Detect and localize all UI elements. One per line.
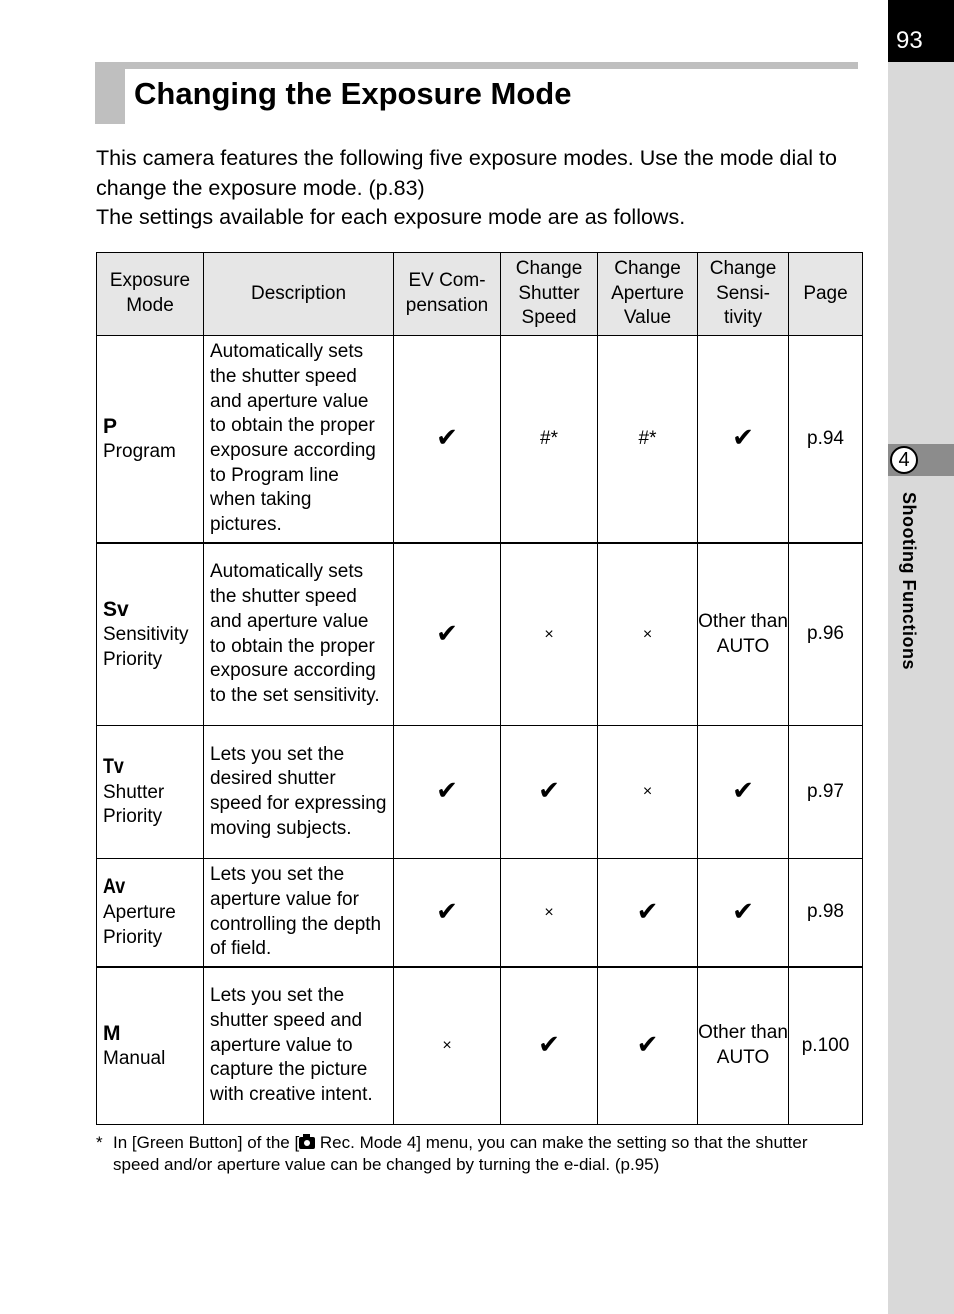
table-header-row <box>97 253 863 336</box>
table-row <box>97 336 863 544</box>
header-shutter-speed: Change Shutter Speed <box>501 253 598 336</box>
check-icon: ✔ <box>436 422 458 453</box>
footnote <box>96 1132 856 1176</box>
page-number: 93 <box>896 27 923 54</box>
ev-cell <box>394 543 501 726</box>
exposure-mode-table <box>96 252 863 1125</box>
sensitivity-cell <box>698 336 789 544</box>
table-row <box>97 859 863 968</box>
check-icon: ✔ <box>436 895 458 926</box>
mode-symbol-av: Av <box>103 875 126 899</box>
cross-icon: × <box>642 625 653 643</box>
footnote-text-end: Rec. Mode 4] menu, you can make the setting so that the shutter speed and/or aperture value can be changed by turning the e-dial. (p.95) <box>113 1133 808 1174</box>
check-icon: ✔ <box>436 617 458 648</box>
page-cell: p.94 <box>789 336 863 544</box>
shutter-cell <box>501 859 598 968</box>
page-cell: p.96 <box>789 543 863 726</box>
check-icon: ✔ <box>538 775 560 806</box>
footnote-text-start: In [Green Button] of the [ <box>113 1133 300 1152</box>
intro-text <box>96 144 866 233</box>
check-icon: ✔ <box>538 1029 560 1060</box>
check-icon: ✔ <box>732 422 754 453</box>
header-aperture-value: Change Aperture Value <box>598 253 698 336</box>
mode-cell <box>97 726 204 859</box>
footnote-mark: * <box>96 1133 103 1152</box>
title-bar <box>95 62 858 69</box>
shutter-cell <box>501 543 598 726</box>
aperture-cell <box>598 726 698 859</box>
aperture-cell <box>598 859 698 968</box>
shutter-cell <box>501 967 598 1125</box>
aperture-cell <box>598 543 698 726</box>
page-cell: p.97 <box>789 726 863 859</box>
ev-cell <box>394 336 501 544</box>
ev-cell <box>394 967 501 1125</box>
cross-icon: × <box>642 783 653 801</box>
mode-cell <box>97 336 204 544</box>
check-icon: ✔ <box>732 775 754 806</box>
table-row <box>97 726 863 859</box>
mode-symbol-m: M <box>103 1021 121 1045</box>
page-title: Changing the Exposure Mode <box>134 76 572 111</box>
header-page: Page <box>789 253 863 336</box>
mode-cell <box>97 543 204 726</box>
sensitivity-cell <box>698 726 789 859</box>
description-cell: Lets you set the desired shutter speed for expressing moving subjects. <box>204 726 394 859</box>
mode-name: Sensitivity Priority <box>103 623 189 670</box>
table-row <box>97 967 863 1125</box>
page-cell: p.98 <box>789 859 863 968</box>
chapter-title: Shooting Functions <box>899 492 919 670</box>
check-icon: ✔ <box>732 895 754 926</box>
mode-symbol-p: P <box>103 414 118 438</box>
sensitivity-cell: Other than AUTO <box>698 967 789 1125</box>
ev-cell <box>394 726 501 859</box>
aperture-cell: #* <box>598 336 698 544</box>
cross-icon: × <box>544 625 554 643</box>
mode-symbol-sv: Sv <box>103 597 129 621</box>
footnote-text <box>113 1132 856 1176</box>
table-row <box>97 543 863 726</box>
description-cell: Automatically sets the shutter speed and aperture value to obtain the proper exposure according to Program line when taking pictures. <box>204 336 394 544</box>
description-cell: Automatically sets the shutter speed and aperture value to obtain the proper exposure according to the set sensitivity. <box>204 543 394 726</box>
check-icon: ✔ <box>436 775 458 806</box>
header-exposure-mode: Exposure Mode <box>97 253 204 336</box>
intro-paragraph-1: This camera features the following five exposure modes. Use the mode dial to change the exposure mode. (p.83) <box>96 146 837 200</box>
check-icon: ✔ <box>636 1029 659 1060</box>
camera-icon <box>299 1137 315 1149</box>
sensitivity-cell <box>698 859 789 968</box>
mode-name: Aperture Priority <box>103 902 176 948</box>
header-sensitivity: Change Sensi-tivity <box>698 253 789 336</box>
page-cell: p.100 <box>789 967 863 1125</box>
intro-paragraph-2: The settings available for each exposure mode are as follows. <box>96 205 686 229</box>
cross-icon: × <box>442 1037 452 1055</box>
chapter-number: 4 <box>890 446 918 474</box>
description-cell: Lets you set the shutter speed and aperture value to capture the picture with creative intent. <box>204 967 394 1125</box>
header-description: Description <box>204 253 394 336</box>
shutter-cell <box>501 726 598 859</box>
mode-name: Manual <box>103 1047 166 1069</box>
mode-name: Shutter Priority <box>103 781 165 828</box>
mode-cell <box>97 859 204 968</box>
header-ev-compensation: EV Com-pensation <box>394 253 501 336</box>
shutter-cell: #* <box>501 336 598 544</box>
aperture-cell <box>598 967 698 1125</box>
mode-symbol-tv: Tv <box>103 754 124 778</box>
check-icon: ✔ <box>636 895 659 926</box>
ev-cell <box>394 859 501 968</box>
mode-name: Program <box>103 440 176 462</box>
cross-icon: × <box>544 903 554 921</box>
description-cell: Lets you set the aperture value for controlling the depth of field. <box>204 859 394 968</box>
mode-cell <box>97 967 204 1125</box>
title-block <box>95 62 125 124</box>
sensitivity-cell: Other than AUTO <box>698 543 789 726</box>
